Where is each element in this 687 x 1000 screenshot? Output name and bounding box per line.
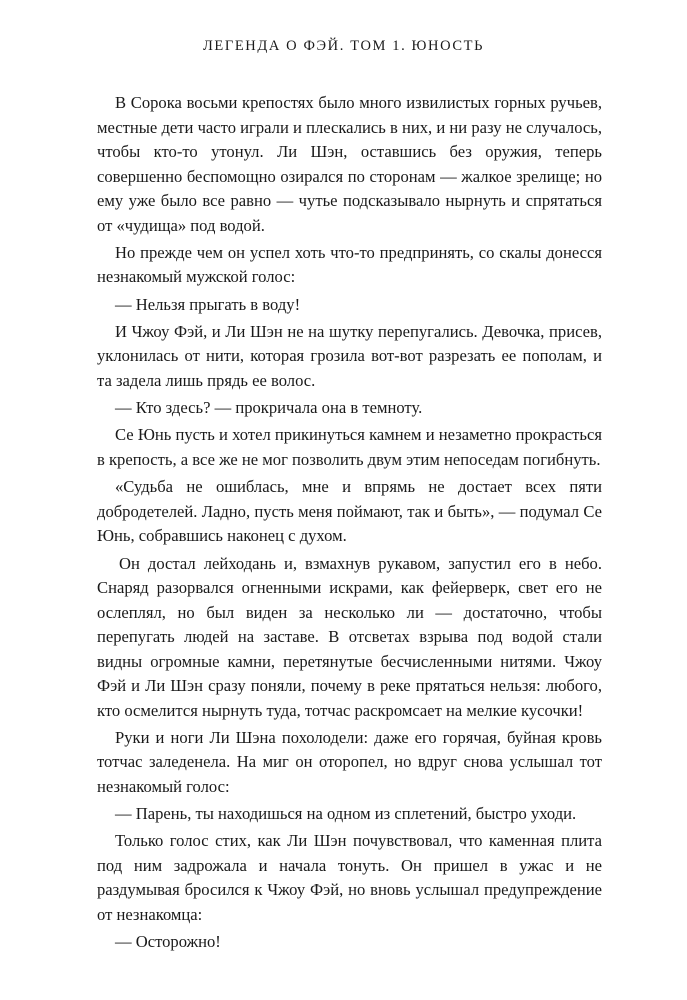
dialogue-line: — Нельзя прыгать в воду! bbox=[115, 294, 301, 314]
paragraph: Но прежде чем он успел хоть что-то предпринять, со скалы донесся незнакомый мужской голос: bbox=[97, 242, 602, 287]
paragraph: И Чжоу Фэй, и Ли Шэн не на шутку перепугались. Девочка, присев, уклонилась от нити, которая грозила вот-вот разрезать ее пополам, и та задела лишь прядь ее волос. bbox=[97, 321, 602, 390]
paragraph: Се Юнь пусть и хотел прикинуться камнем и незаметно прокрасться в крепость, а все же не мог позволить двум этим непоседам погибнуть. bbox=[97, 425, 602, 469]
paragraph: «Судьба не ошиблась, мне и впрямь не достает всех пяти добродетелей. Ладно, пусть меня поймают, так и быть», — подумал Се Юнь, собравшись наконец с духом. bbox=[97, 477, 602, 546]
paragraph: Только голос стих, как Ли Шэн почувствовал, что каменная плита под ним задрожала и начала тонуть. Он пришел в ужас и не раздумывая бросился к Чжоу Фэй, но вновь услышал предупреждение от незнакомца: bbox=[97, 831, 602, 924]
paragraph: Руки и ноги Ли Шэна похолодели: даже его горячая, буйная кровь тотчас заледенела. На миг он оторопел, но вдруг снова услышал тот незнакомый голос: bbox=[97, 727, 602, 796]
dialogue-line: — Кто здесь? — прокричала она в темноту. bbox=[115, 398, 423, 418]
dialogue-line: — Парень, ты находишься на одном из сплетений, быстро уходи. bbox=[115, 804, 577, 824]
body-text bbox=[97, 91, 602, 955]
dialogue-line: — Осторожно! bbox=[115, 932, 221, 952]
paragraph: В Сорока восьми крепостях было много извилистых горных ручьев, местные дети часто играли и плескались в них, и ни разу не случалось, чтобы кто-то утонул. Ли Шэн, оставшись без оружия, теперь совершенно беспомощно озирался по сторонам — жалкое зрелище; но ему уже было все равно — чутье подсказывало нырнуть и спрятаться от «чудища» под водой. bbox=[97, 93, 602, 235]
paragraph: Он достал лейходань и, взмахнув рукавом, запустил его в небо. Снаряд разорвался огненными искрами, как фейерверк, свет его не ослеплял, но был виден за несколько ли — достаточно, чтобы перепугать людей на заставе. В отсветах взрыва под водой стали видны огромные камни, перетянутые бесчисленными нитями. Чжоу Фэй и Ли Шэн сразу поняли, почему в реке прятаться нельзя: любого, кто осмелится нырнуть туда, тотчас раскромсает на мелкие кусочки! bbox=[97, 553, 602, 720]
running-head: ЛЕГЕНДА О ФЭЙ. ТОМ 1. ЮНОСТЬ bbox=[202, 38, 485, 54]
